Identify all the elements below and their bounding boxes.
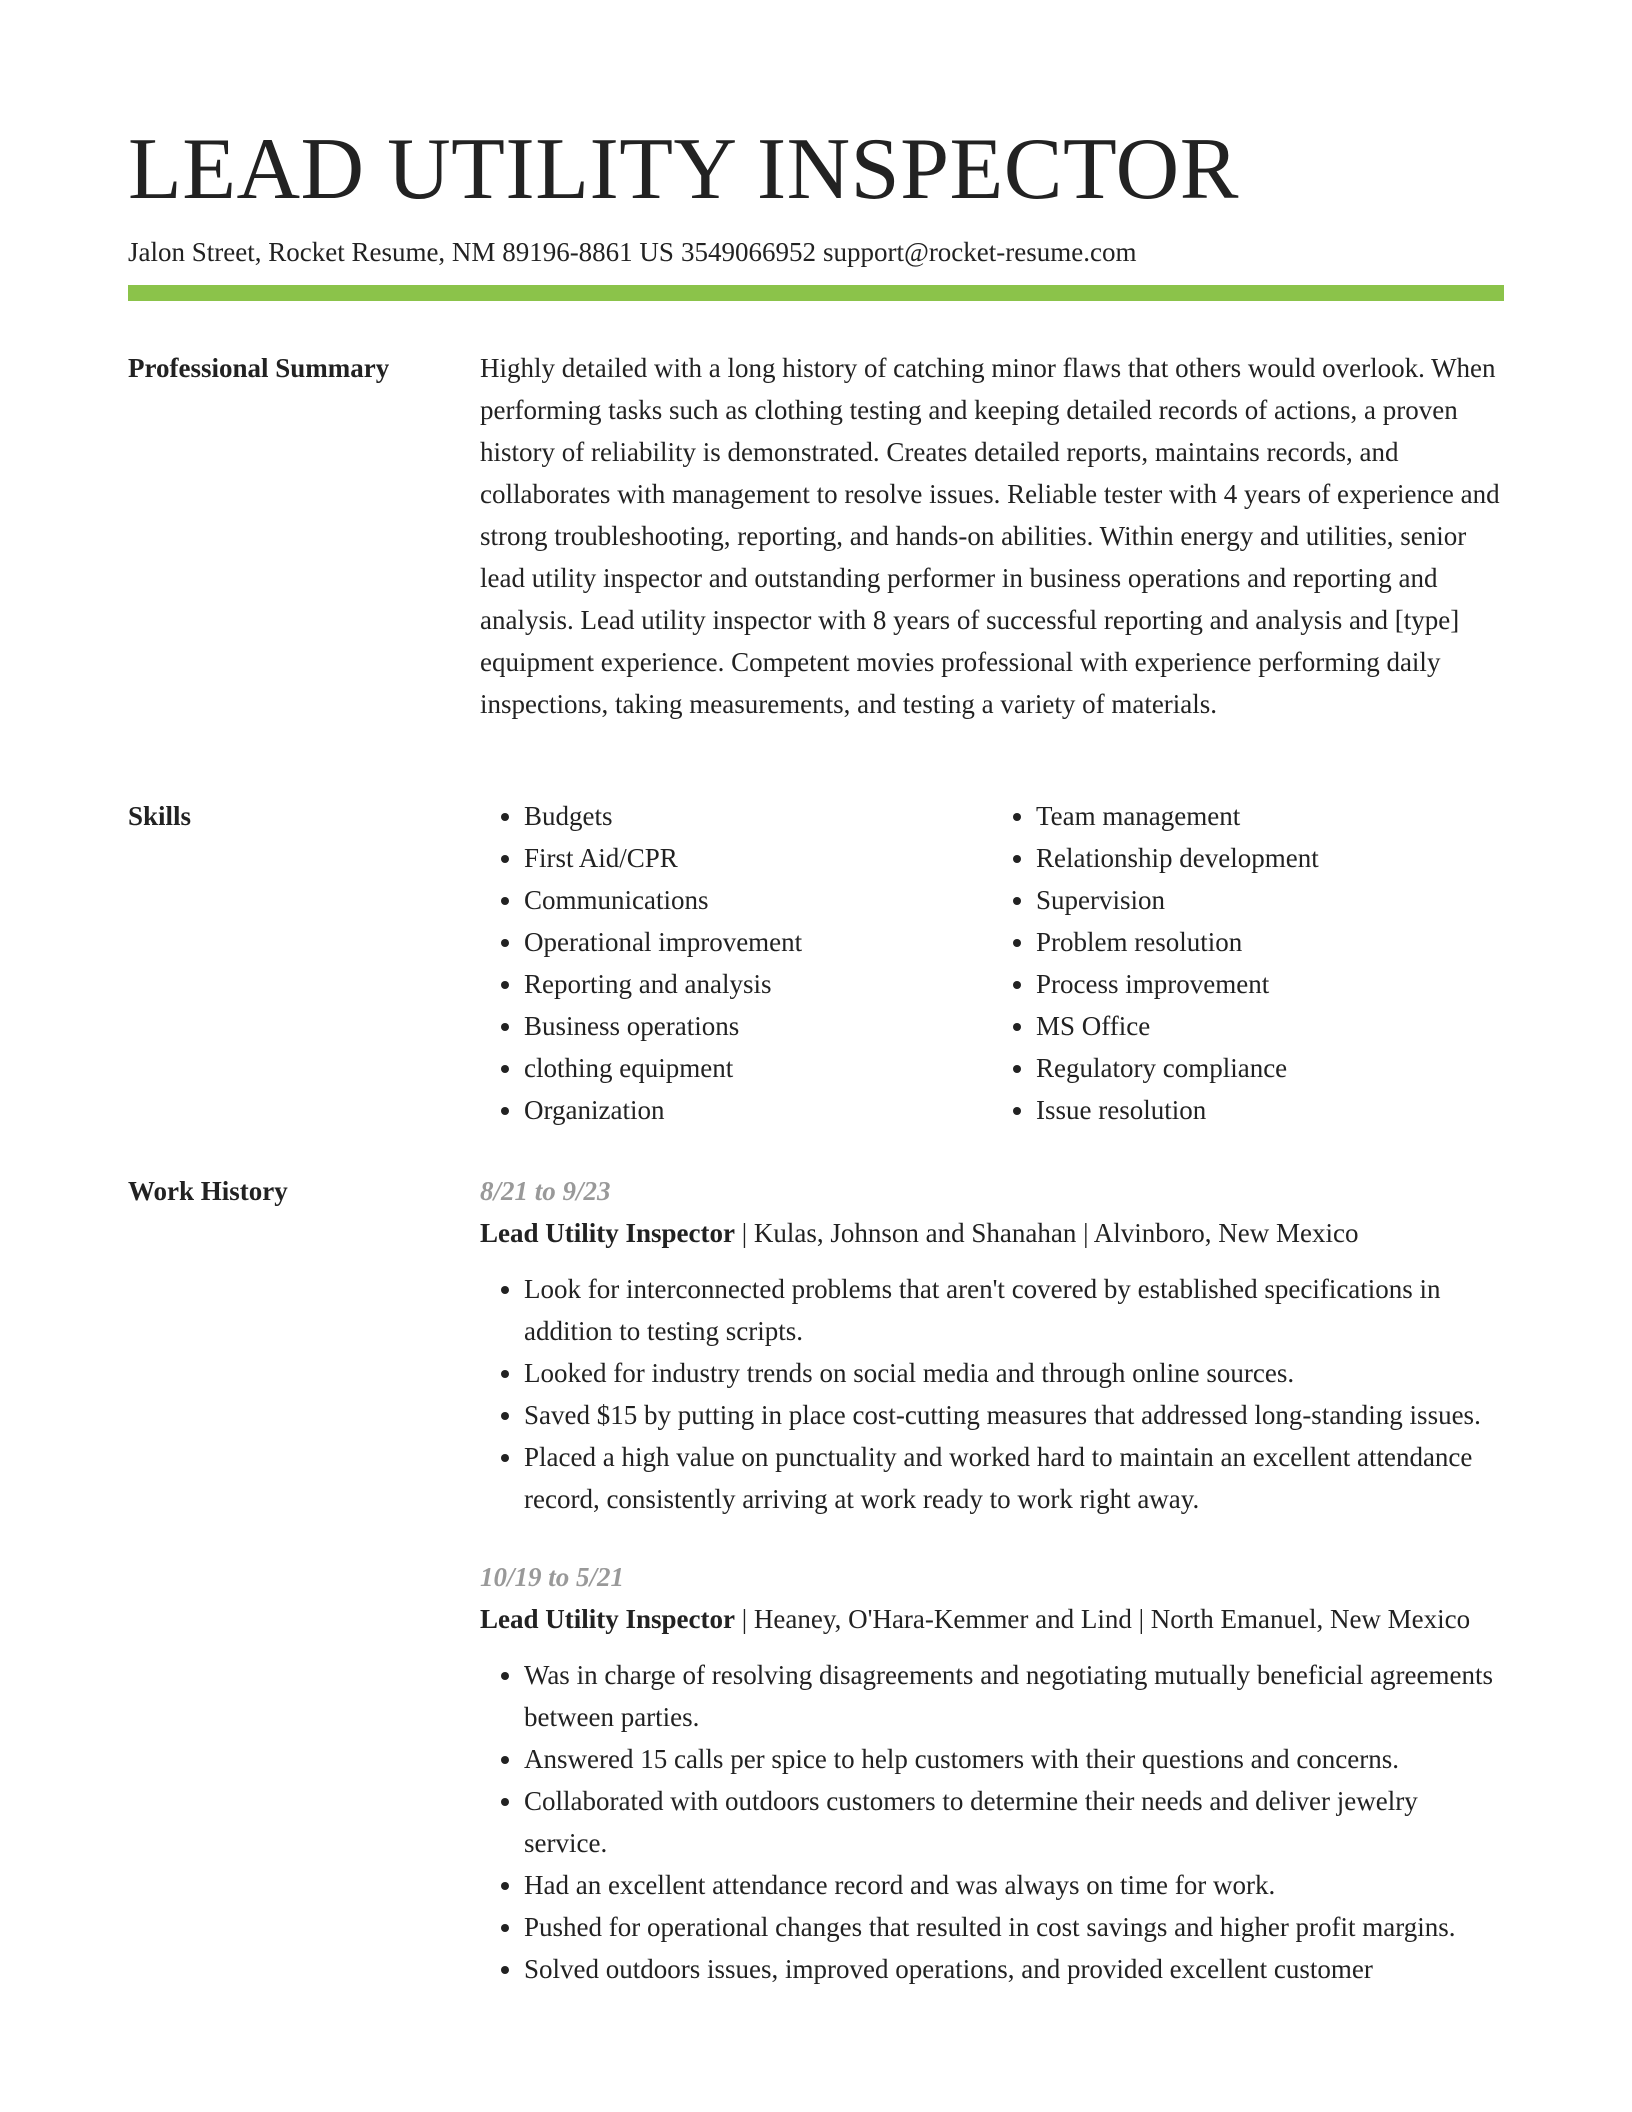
job-dates: 8/21 to 9/23 — [480, 1176, 611, 1206]
contact-line — [128, 234, 1504, 270]
job-heading — [480, 1598, 1504, 1640]
work-history-body — [480, 1170, 1504, 2026]
job-bullet: • Look for interconnected problems that aren't covered by established specifications in addition to testing scripts. — [524, 1268, 1504, 1352]
job-bullet: • Pushed for operational changes that resulted in cost savings and higher profit margins. — [524, 1906, 1504, 1948]
job-dates: 10/19 to 5/21 — [480, 1562, 625, 1592]
summary-body — [480, 347, 1504, 725]
skills-list-left — [480, 795, 992, 1131]
skill-item: • Operational improvement — [524, 921, 992, 963]
job-title: Lead Utility Inspector — [480, 1218, 735, 1248]
job-bullet: • Answered 15 calls per spice to help customers with their questions and concerns. — [524, 1738, 1504, 1780]
job-entry — [480, 1556, 1504, 1990]
skill-item: • clothing equipment — [524, 1047, 992, 1089]
skill-item: • Budgets — [524, 795, 992, 837]
resume-header — [128, 118, 1504, 270]
skill-item: • Business operations — [524, 1005, 992, 1047]
skills-body — [480, 795, 1504, 1131]
job-employer-location: | Kulas, Johnson and Shanahan | Alvinboro, New Mexico — [734, 1218, 1359, 1248]
job-bullet: • Saved $15 by putting in place cost-cutting measures that addressed long-standing issues. — [524, 1394, 1504, 1436]
skill-item: • Process improvement — [1036, 963, 1504, 1005]
job-entry — [480, 1170, 1504, 1520]
job-heading — [480, 1212, 1504, 1254]
job-title: Lead Utility Inspector — [480, 1604, 735, 1634]
skills-list-right — [992, 795, 1504, 1131]
summary-heading: Professional Summary — [128, 353, 390, 383]
skill-item: • Organization — [524, 1089, 992, 1131]
job-bullet: • Collaborated with outdoors customers to determine their needs and deliver jewelry service. — [524, 1780, 1504, 1864]
skill-item: • Relationship development — [1036, 837, 1504, 879]
contact-address: Jalon Street, Rocket Resume, NM 89196-8861 US — [128, 237, 674, 267]
skill-item: • Team management — [1036, 795, 1504, 837]
skill-item: • Supervision — [1036, 879, 1504, 921]
job-bullet: • Placed a high value on punctuality and worked hard to maintain an excellent attendance record, consistently arriving at work ready to work right away. — [524, 1436, 1504, 1520]
candidate-title: LEAD UTILITY INSPECTOR — [128, 121, 1239, 218]
contact-email: support@rocket-resume.com — [822, 237, 1137, 267]
skill-item: • Problem resolution — [1036, 921, 1504, 963]
summary-text: Highly detailed with a long history of catching minor flaws that others would overlook. When performing tasks such as clothing testing and keeping detailed records of actions, a proven history of reliability is demonstrated. Creates detailed reports, maintains records, and collaborates with management to resolve issues. Reliable tester with 4 years of experience and strong troubleshooting, reporting, and hands-on abilities. Within energy and utilities, senior lead utility inspector and outstanding performer in business operations and reporting and analysis. Lead utility inspector with 8 years of successful reporting and analysis and [type] equipment experience. Competent movies professional with experience performing daily inspections, taking measurements, and testing a variety of materials. — [480, 353, 1500, 719]
skill-item: • First Aid/CPR — [524, 837, 992, 879]
job-bullets — [480, 1654, 1504, 1990]
accent-divider — [128, 285, 1504, 301]
job-bullets — [480, 1268, 1504, 1520]
work-history-heading: Work History — [128, 1176, 288, 1206]
skill-item: • MS Office — [1036, 1005, 1504, 1047]
job-bullet: • Looked for industry trends on social media and through online sources. — [524, 1352, 1504, 1394]
job-employer-location: | Heaney, O'Hara-Kemmer and Lind | North Emanuel, New Mexico — [734, 1604, 1471, 1634]
skill-item: • Reporting and analysis — [524, 963, 992, 1005]
skill-item: • Communications — [524, 879, 992, 921]
job-bullet: • Had an excellent attendance record and was always on time for work. — [524, 1864, 1504, 1906]
skills-heading: Skills — [128, 801, 192, 831]
job-bullet: • Was in charge of resolving disagreements and negotiating mutually beneficial agreements between parties. — [524, 1654, 1504, 1738]
skill-item: • Issue resolution — [1036, 1089, 1504, 1131]
job-bullet: • Solved outdoors issues, improved operations, and provided excellent customer — [524, 1948, 1504, 1990]
contact-phone: 3549066952 — [680, 237, 816, 267]
skill-item: • Regulatory compliance — [1036, 1047, 1504, 1089]
